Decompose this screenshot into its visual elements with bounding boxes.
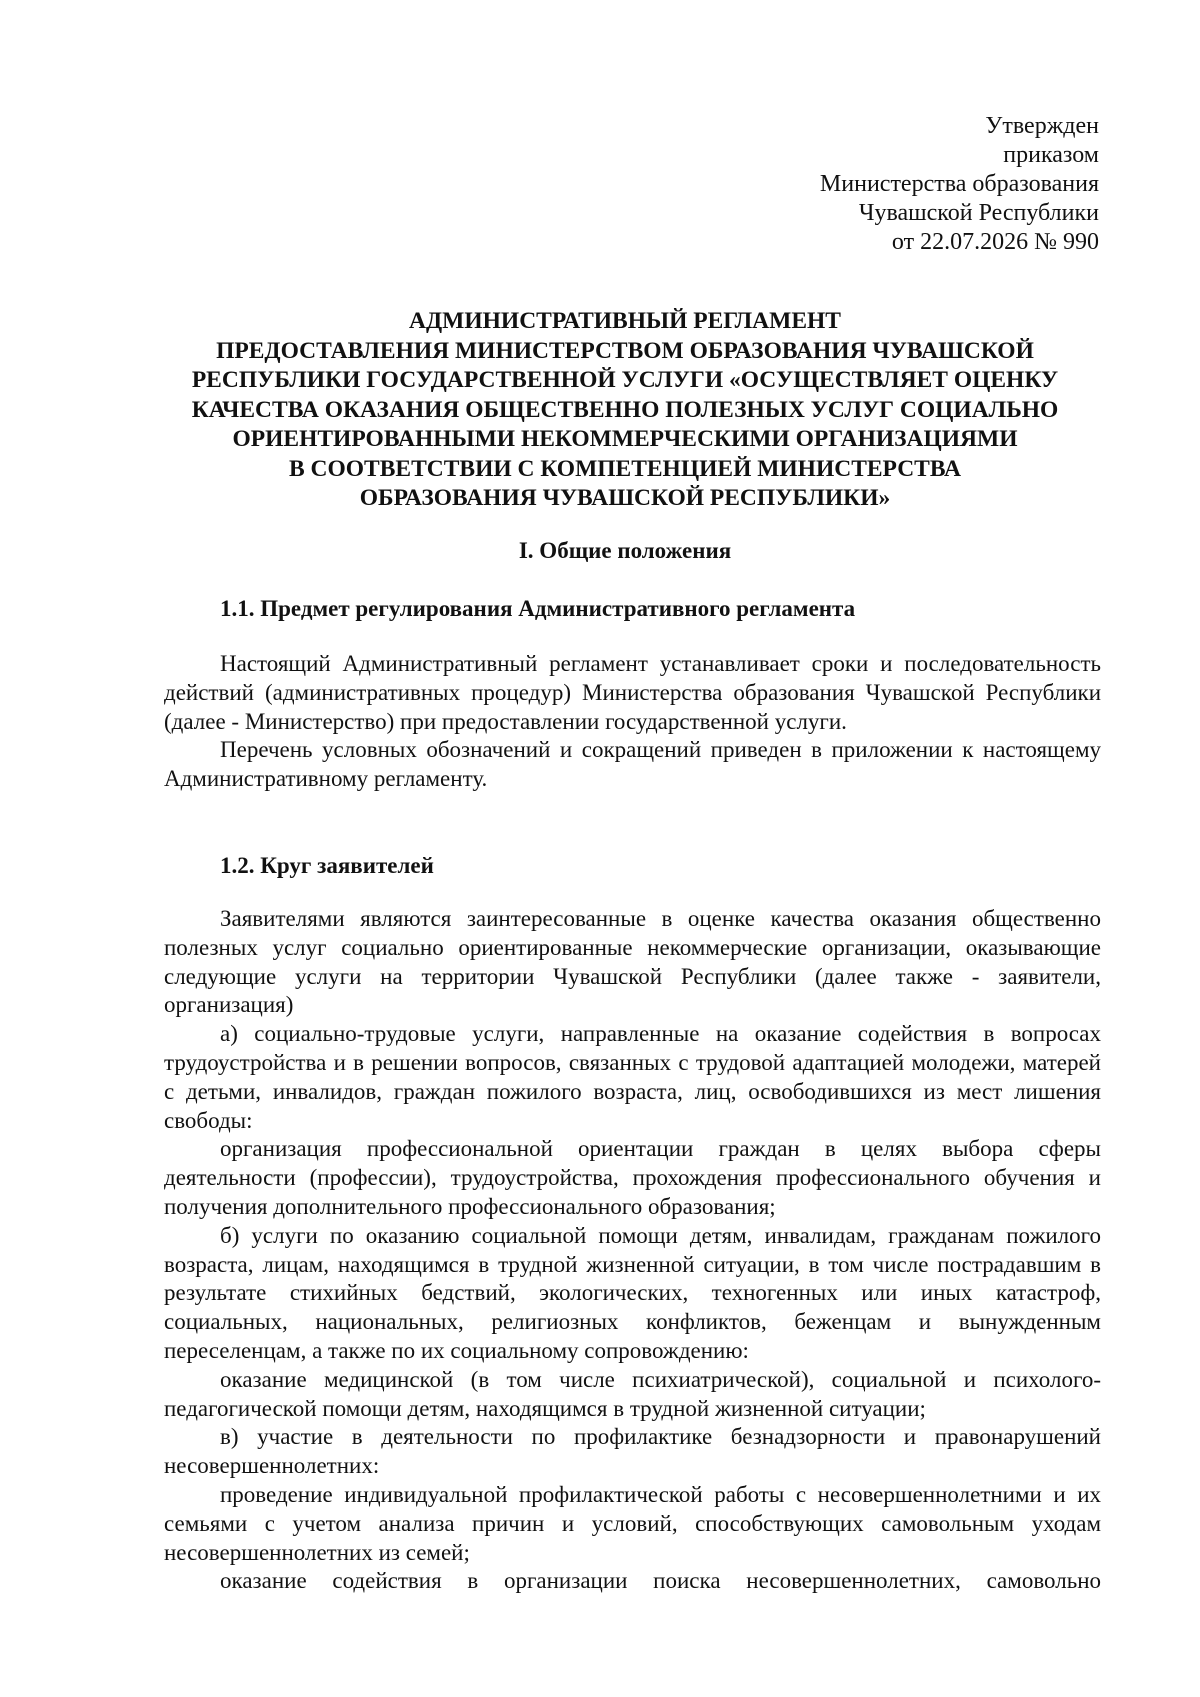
section-heading: I. Общие положения [518, 538, 732, 563]
paragraph: Настоящий Административный регламент устанавливает сроки и последовательность действий (административных процедур) Министерства образования Чувашской Республики (далее - Министерство) при предоставлении государственной услуги. [164, 651, 1101, 734]
title-line: ОБРАЗОВАНИЯ ЧУВАШСКОЙ РЕСПУБЛИКИ» [359, 485, 891, 511]
approval-date-number: от 22.07.2026 № 990 [891, 229, 1099, 255]
subsection-1-1-body [164, 650, 1101, 794]
paragraph: организация профессиональной ориентации граждан в целях выбора сферы деятельности (профессии), трудоустройства, прохождения профессионального обучения и получения дополнительного профессионального образования; [164, 1136, 1101, 1219]
document-title [150, 307, 1100, 514]
subsection-1-2-body [164, 905, 1101, 1596]
title-line: ПРЕДОСТАВЛЕНИЯ МИНИСТЕРСТВОМ ОБРАЗОВАНИЯ ЧУВАШСКОЙ [216, 337, 1034, 364]
approval-line: приказом [1003, 142, 1099, 168]
approval-stamp [820, 112, 1099, 257]
approval-line: Чувашской Республики [858, 200, 1099, 226]
paragraph: б) услуги по оказанию социальной помощи детям, инвалидам, гражданам пожилого возраста, лицам, находящимся в трудной жизненной ситуации, в том числе пострадавшим в результате стихийных бедствий, экологических, техногенных или иных катастроф, социальных, национальных, религиозных конфликтов, беженцам и вынужденным переселенцам, а также по их социальному сопровождению: [164, 1222, 1101, 1363]
paragraph: оказание содействия в организации поиска несовершеннолетних, самовольно [220, 1568, 1101, 1594]
paragraph: а) социально-трудовые услуги, направленные на оказание содействия в вопросах трудоустройства и в решении вопросов, связанных с трудовой адаптацией молодежи, матерей с детьми, инвалидов, граждан пожилого возраста, лиц, освободившихся из мест лишения свободы: [164, 1021, 1101, 1133]
paragraph: проведение индивидуальной профилактической работы с несовершеннолетними и их семьями с учетом анализа причин и условий, способствующих самовольным уходам несовершеннолетних из семей; [164, 1481, 1101, 1565]
title-line: КАЧЕСТВА ОКАЗАНИЯ ОБЩЕСТВЕННО ПОЛЕЗНЫХ УСЛУГ СОЦИАЛЬНО [191, 396, 1059, 423]
paragraph: в) участие в деятельности по профилактике безнадзорности и правонарушений несовершеннолетних: [164, 1424, 1101, 1479]
approval-line: Утвержден [985, 113, 1099, 139]
title-line: РЕСПУБЛИКИ ГОСУДАРСТВЕННОЙ УСЛУГИ «ОСУЩЕСТВЛЯЕТ ОЦЕНКУ [191, 367, 1059, 393]
paragraph: оказание медицинской (в том числе психиатрической), социальной и психолого-педагогической помощи детям, находящимся в трудной жизненной ситуации; [164, 1366, 1101, 1421]
title-line: АДМИНИСТРАТИВНЫЙ РЕГЛАМЕНТ [409, 308, 841, 334]
paragraph: Перечень условных обозначений и сокращений приведен в приложении к настоящему Административному регламенту. [164, 737, 1101, 792]
subsection-heading-1-1: 1.1. Предмет регулирования Административного регламента [220, 596, 856, 621]
title-line: В СООТВЕТСТВИИ С КОМПЕТЕНЦИЕЙ МИНИСТЕРСТВА [288, 455, 962, 482]
paragraph: Заявителями являются заинтересованные в оценке качества оказания общественно полезных услуг социально ориентированные некоммерческие организации, оказывающие следующие услуги на территории Чувашской Республики (далее также - заявители, организация) [164, 906, 1101, 1018]
approval-line: Министерства образования [819, 171, 1099, 197]
title-line: ОРИЕНТИРОВАННЫМИ НЕКОММЕРЧЕСКИМИ ОРГАНИЗАЦИЯМИ [232, 426, 1018, 452]
subsection-heading-1-2: 1.2. Круг заявителей [220, 853, 434, 878]
